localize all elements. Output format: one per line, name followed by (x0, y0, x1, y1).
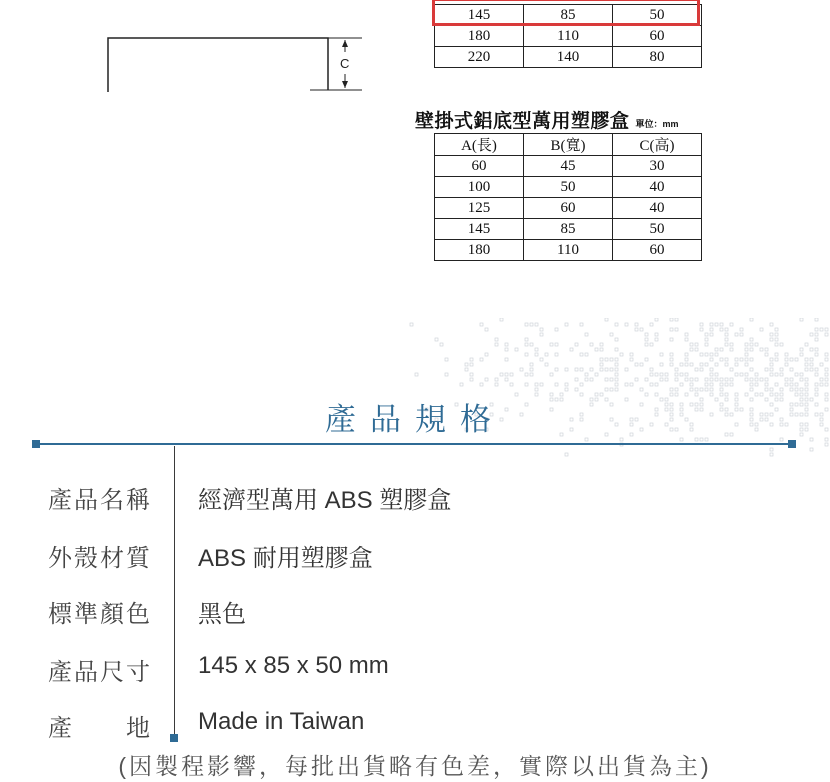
column-header: B(寬) (524, 134, 613, 156)
column-header: C(高) (612, 134, 701, 156)
table-cell: 110 (524, 26, 613, 47)
column-divider (174, 446, 175, 736)
table-cell: 145 (435, 219, 524, 240)
dimension-diagram (0, 0, 380, 100)
divider-end-marker (32, 440, 40, 448)
divider-line (36, 443, 792, 445)
spec-label-name: 產品名稱 (48, 487, 152, 514)
table-cell: 180 (435, 26, 524, 47)
divider-end-marker (788, 440, 796, 448)
highlight-box (432, 0, 700, 26)
table-cell: 50 (613, 5, 702, 26)
table-cell: 80 (613, 47, 702, 68)
table-cell: 140 (524, 47, 613, 68)
table-cell: 30 (612, 156, 701, 177)
table-cell: 50 (524, 177, 613, 198)
spec-title: 產品規格 (325, 402, 505, 437)
table-cell: 145 (435, 5, 524, 26)
table-row (435, 47, 702, 68)
table-row (435, 26, 702, 47)
unit-label: 單位：mm (635, 119, 679, 129)
spec-value-name: 經濟型萬用 ABS 塑膠盒 (198, 487, 452, 514)
table-cell: 220 (435, 47, 524, 68)
table-cell: 60 (612, 240, 701, 261)
spec-label-material: 外殼材質 (48, 545, 152, 572)
table-cell: 60 (435, 156, 524, 177)
table-cell: 180 (435, 240, 524, 261)
table-cell: 85 (524, 219, 613, 240)
dimension-c-label: C (340, 56, 350, 71)
spec-label-color: 標準顏色 (48, 601, 152, 628)
table-cell: 60 (524, 198, 613, 219)
table-cell: 40 (612, 198, 701, 219)
table-row (435, 240, 702, 261)
spec-value-color: 黑色 (198, 601, 246, 628)
table-cell: 40 (612, 177, 701, 198)
table-cell: 100 (435, 177, 524, 198)
wall-table-title (415, 106, 679, 133)
wall-table-title-text: 壁掛式鋁底型萬用塑膠盒 (415, 111, 630, 132)
column-divider-marker (170, 734, 178, 742)
spec-value-material: ABS 耐用塑膠盒 (198, 545, 373, 572)
spec-label-origin: 產 地 (48, 715, 152, 742)
table-cell: 45 (524, 156, 613, 177)
table-row (435, 177, 702, 198)
table-header-row (435, 134, 702, 156)
table-row (435, 198, 702, 219)
table-row (435, 219, 702, 240)
column-header: A(長) (435, 134, 524, 156)
table-cell: 85 (524, 5, 613, 26)
color-variance-note: (因製程影響，每批出貨略有色差，實際以出貨為主) (118, 753, 712, 779)
spec-label-size: 產品尺寸 (48, 659, 152, 686)
table-cell: 50 (612, 219, 701, 240)
table-row (435, 156, 702, 177)
size-table-wall (434, 133, 702, 261)
table-cell: 60 (613, 26, 702, 47)
spec-value-origin: Made in Taiwan (198, 708, 365, 735)
table-cell: 110 (524, 240, 613, 261)
spec-value-size: 145 x 85 x 50 mm (198, 652, 389, 679)
table-cell: 125 (435, 198, 524, 219)
